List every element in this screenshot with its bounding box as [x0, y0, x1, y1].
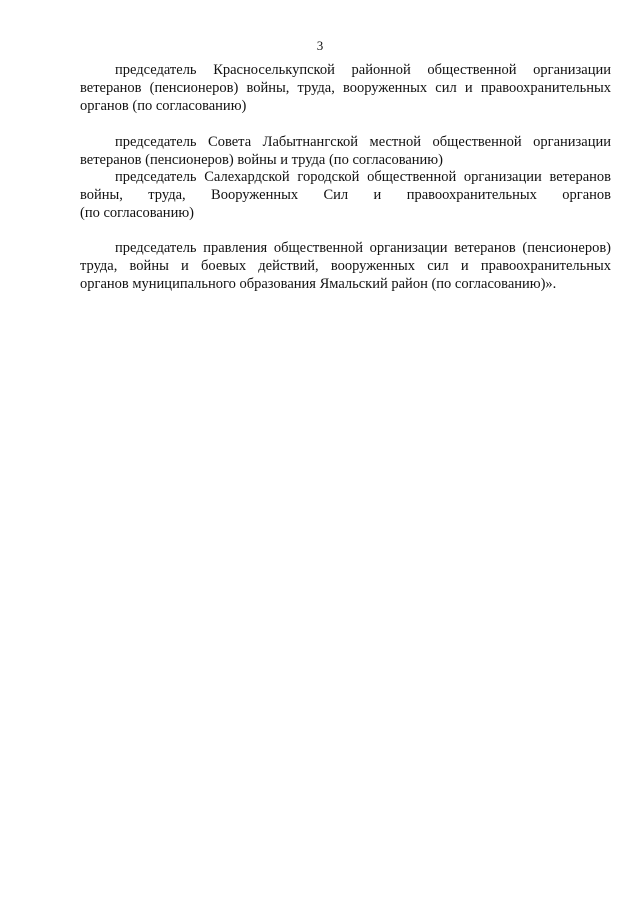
paragraph-3-line-3: (по согласованию): [80, 205, 194, 221]
paragraph-3-line-2: войны, труда, Вооруженных Сил и правоохранительных органов: [80, 187, 611, 203]
paragraph-4-line-3: органов муниципального образования Ямальский район (по согласованию)».: [80, 276, 557, 292]
paragraph-2-line-2: ветеранов (пенсионеров) войны и труда (по согласованию): [80, 152, 443, 168]
paragraph-4-line-1: председатель правления общественной организации ветеранов (пенсионеров): [115, 240, 611, 256]
paragraph-1-line-2: ветеранов (пенсионеров) войны, труда, вооруженных сил и правоохранительных: [80, 80, 611, 96]
page-number: 3: [316, 38, 324, 53]
paragraph-1-line-1: председатель Красноселькупской районной общественной организации: [115, 62, 611, 78]
paragraph-3-line-1: председатель Салехардской городской общественной организации ветеранов: [115, 169, 611, 185]
paragraph-1-line-3: органов (по согласованию): [80, 98, 247, 114]
paragraph-4-line-2: труда, войны и боевых действий, вооруженных сил и правоохранительных: [80, 258, 611, 274]
paragraph-2-line-1: председатель Совета Лабытнангской местной общественной организации: [115, 134, 611, 150]
